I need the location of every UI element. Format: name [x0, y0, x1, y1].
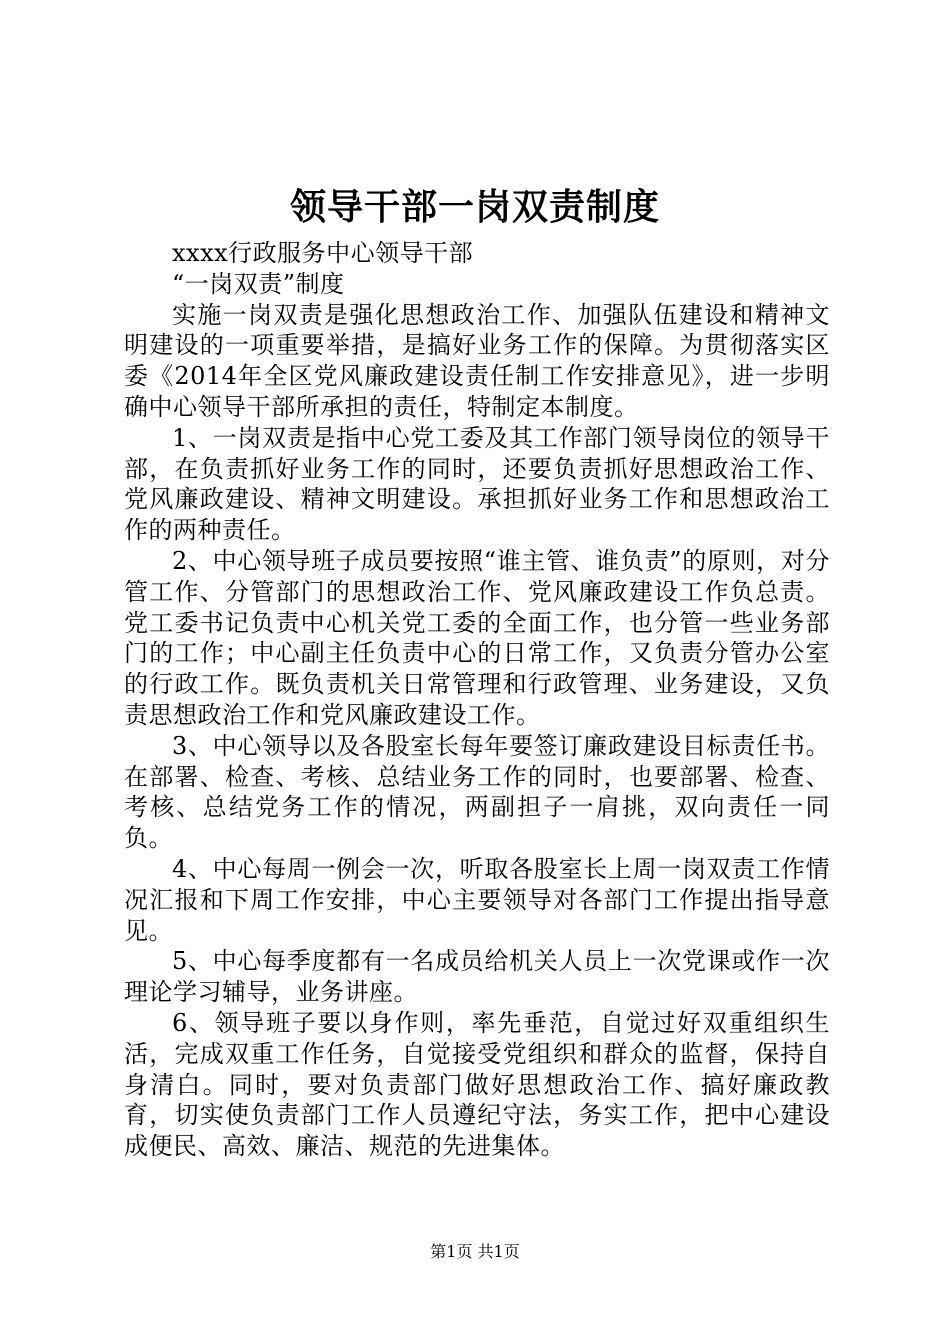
- paragraph-item-5: 5、中心每季度都有一名成员给机关人员上一次党课或作一次理论学习辅导，业务讲座。: [124, 947, 830, 1007]
- document-body: [124, 238, 830, 1162]
- subtitle-line-2: “一岗双责”制度: [172, 269, 345, 298]
- paragraph-item-3: 3、中心领导以及各股室长每年要签订廉政建设目标责任书。在部署、检查、考核、总结业务工作的同时，也要部署、检查、考核、总结党务工作的情况，两副担子一肩挑，双向责任一同负。: [124, 731, 830, 853]
- subtitle-line-1: xxxx行政服务中心领导干部: [172, 239, 474, 267]
- paragraph-item-1: 1、一岗双责是指中心党工委及其工作部门领导岗位的领导干部，在负责抓好业务工作的同时，还要负责抓好思想政治工作、党风廉政建设、精神文明建设。承担抓好业务工作和思想政治工作的两种责任。: [124, 423, 830, 545]
- paragraph-item-6: 6、领导班子要以身作则，率先垂范，自觉过好双重组织生活，完成双重工作任务，自觉接受党组织和群众的监督，保持自身清白。同时，要对负责部门做好思想政治工作、搞好廉政教育，切实使负责部门工作人员遵纪守法，务实工作，把中心建设成便民、高效、廉洁、规范的先进集体。: [124, 1008, 830, 1161]
- paragraph-intro: 实施一岗双责是强化思想政治工作、加强队伍建设和精神文明建设的一项重要举措，是搞好业务工作的保障。为贯彻落实区委《2014年全区党风廉政建设责任制工作安排意见》，进一步明确中心领导干部所承担的责任，特制定本制度。: [124, 300, 830, 421]
- page-footer: 第1页 共1页: [430, 1242, 520, 1261]
- paragraph-item-4: 4、中心每周一例会一次，听取各股室长上周一岗双责工作情况汇报和下周工作安排，中心主要领导对各部门工作提出指导意见。: [124, 854, 830, 945]
- paragraph-item-2: 2、中心领导班子成员要按照“谁主管、谁负责”的原则，对分管工作、分管部门的思想政治工作、党风廉政建设工作负总责。党工委书记负责中心机关党工委的全面工作，也分管一些业务部门的工作；中心副主任负责中心的日常工作，又负责分管办公室的行政工作。既负责机关日常管理和行政管理、业务建设，又负责思想政治工作和党风廉政建设工作。: [124, 546, 830, 729]
- document-title: 领导干部一岗双责制度: [289, 186, 660, 228]
